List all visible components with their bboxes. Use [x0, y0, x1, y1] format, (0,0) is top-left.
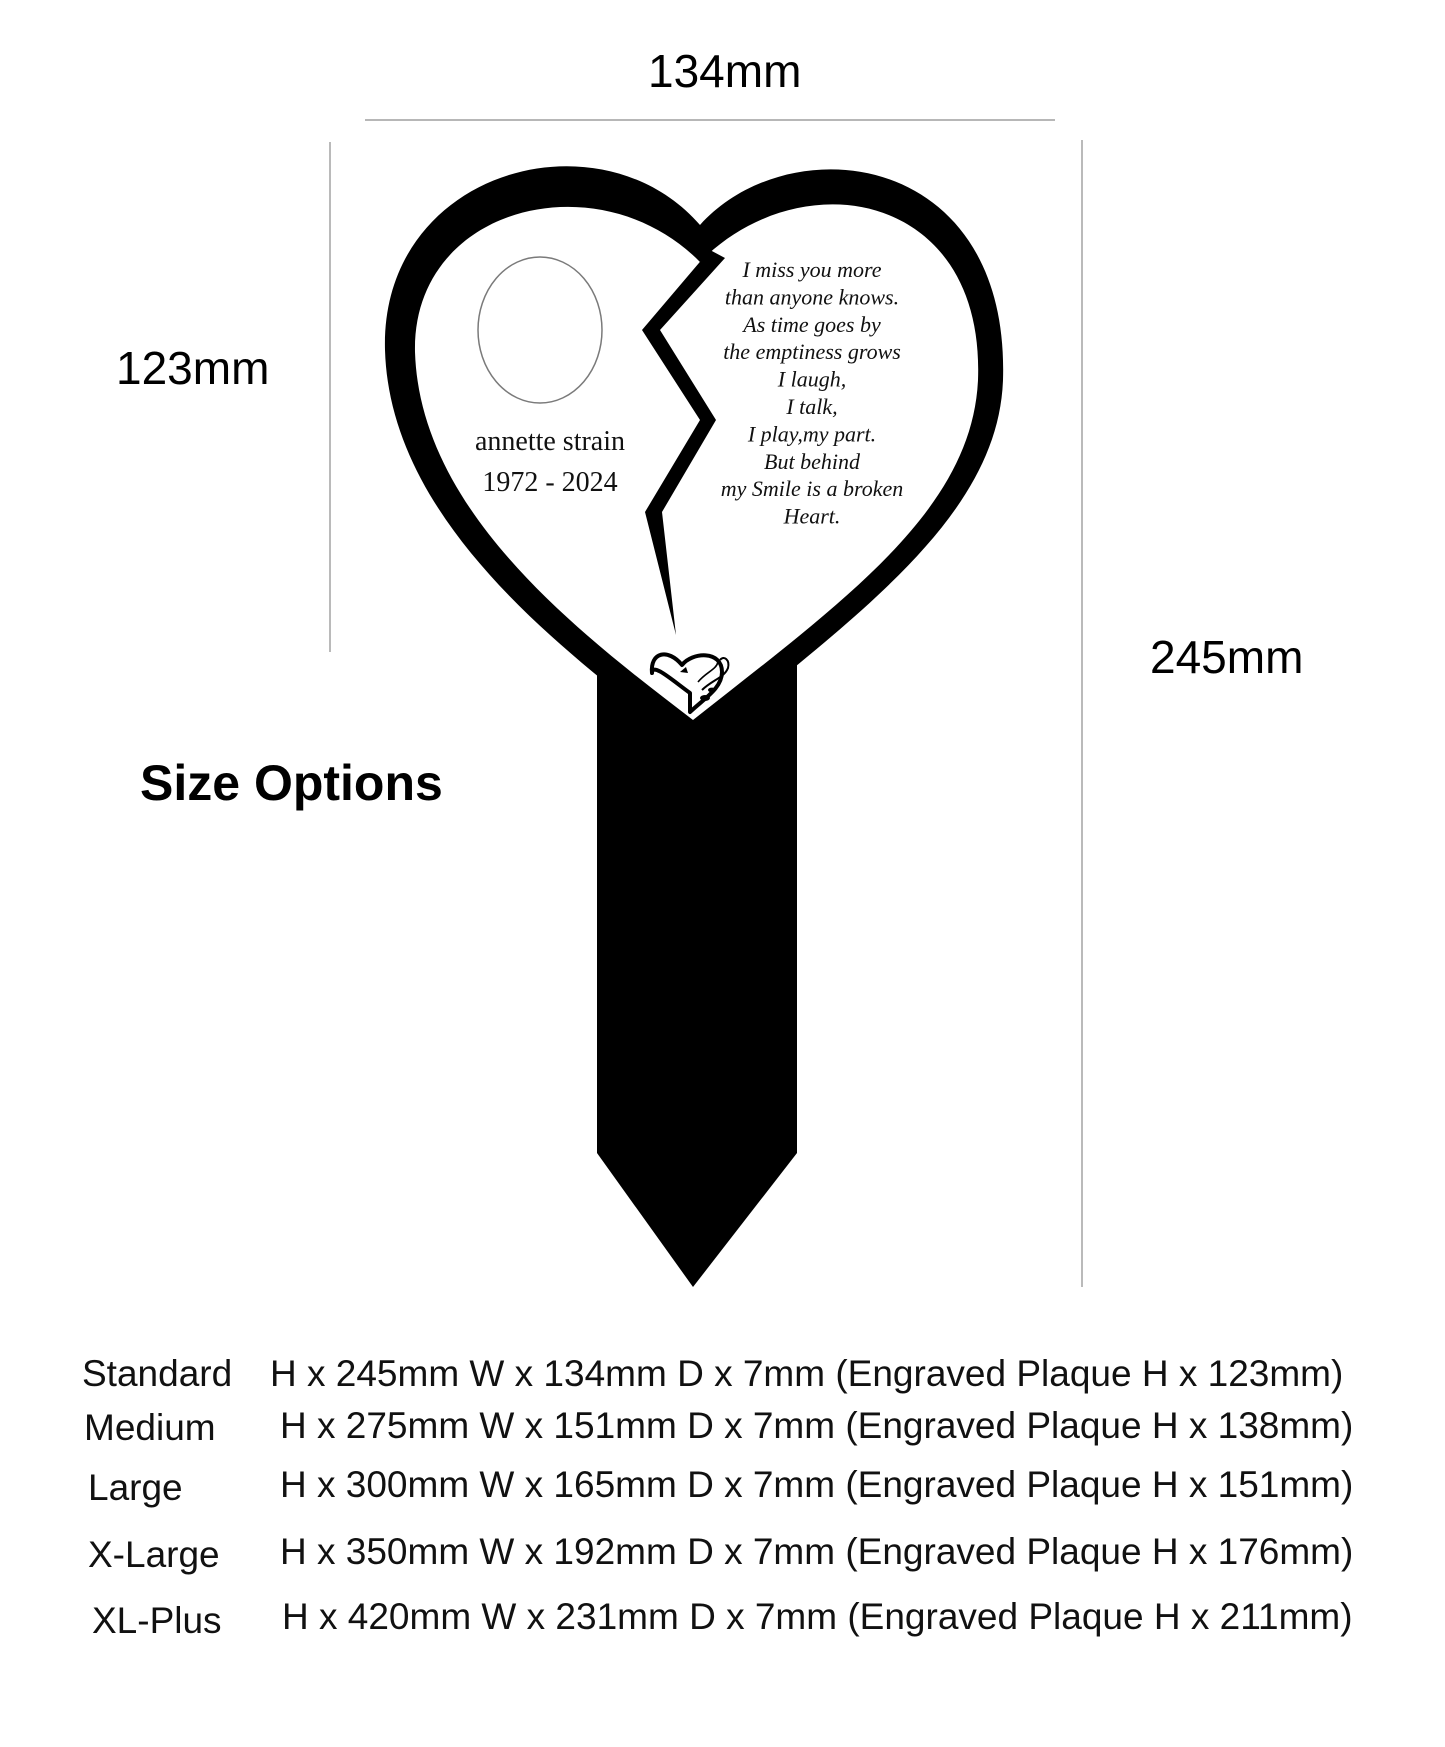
size-row-name: XL-Plus — [92, 1600, 222, 1641]
size-row-spec: H x 350mm W x 192mm D x 7mm (Engraved Plaque H x 176mm) — [280, 1531, 1354, 1572]
size-row-spec: H x 420mm W x 231mm D x 7mm (Engraved Plaque H x 211mm) — [282, 1596, 1353, 1637]
size-row-name: Standard — [82, 1353, 233, 1394]
verse-line: Heart. — [783, 503, 841, 529]
plaque-height-dimension-label: 123mm — [116, 342, 270, 394]
plaque-dates: 1972 - 2024 — [482, 467, 618, 498]
size-row-name: Large — [88, 1467, 183, 1508]
size-options-title: Size Options — [140, 755, 443, 811]
size-row-name: Medium — [84, 1407, 216, 1448]
size-row-spec: H x 275mm W x 151mm D x 7mm (Engraved Plaque H x 138mm) — [280, 1405, 1354, 1446]
size-row-spec: H x 300mm W x 165mm D x 7mm (Engraved Plaque H x 151mm) — [280, 1464, 1354, 1505]
size-row-spec: H x 245mm W x 134mm D x 7mm (Engraved Plaque H x 123mm) — [270, 1353, 1344, 1394]
verse-line: I play,my part. — [747, 421, 877, 447]
plaque-name: annette strain — [474, 426, 626, 457]
verse-line: I miss you more — [742, 257, 882, 282]
verse-line: my Smile is a broken — [720, 476, 904, 502]
verse-line: But behind — [764, 448, 860, 474]
total-height-dimension-label: 245mm — [1150, 631, 1304, 683]
verse-line: I laugh, — [777, 366, 847, 392]
width-dimension-label: 134mm — [648, 45, 802, 97]
verse-line: than anyone knows. — [724, 284, 900, 310]
verse-line: I talk, — [786, 394, 838, 419]
verse-line: As time goes by — [743, 311, 881, 337]
verse-line: the emptiness grows — [723, 339, 901, 365]
size-row-name: X-Large — [88, 1534, 220, 1575]
